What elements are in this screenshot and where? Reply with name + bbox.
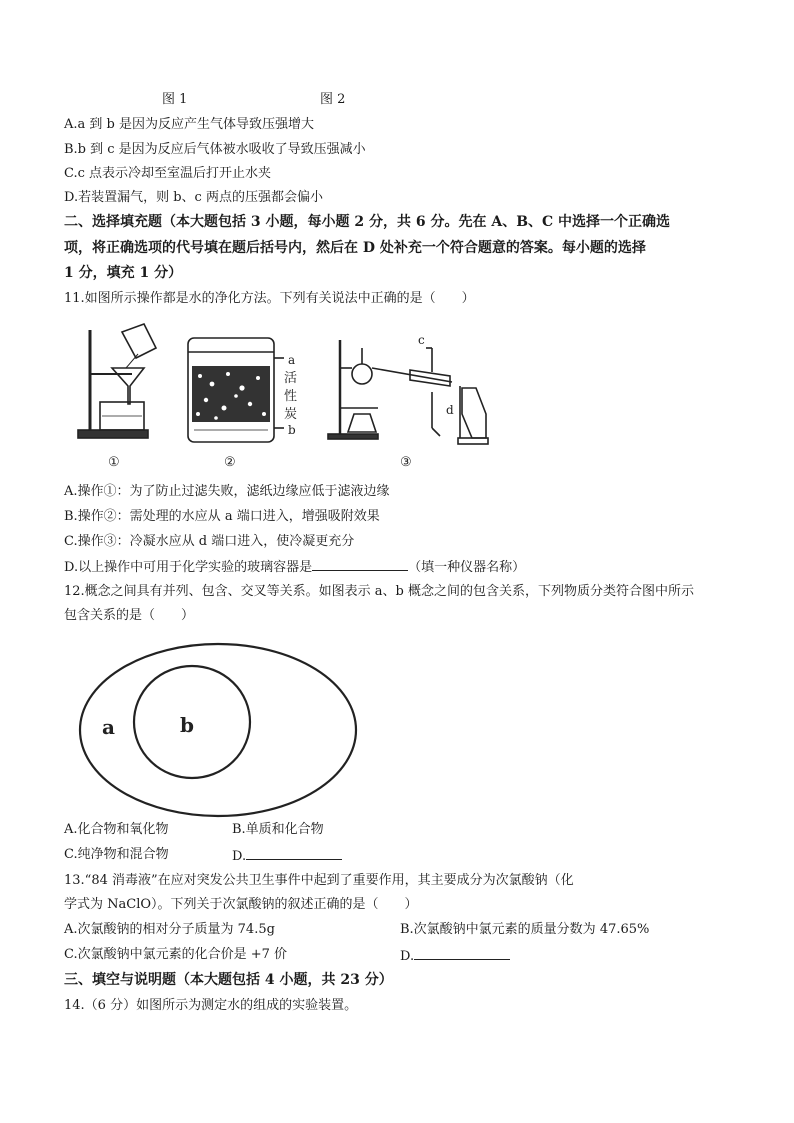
q13-option-d (400, 945, 510, 967)
q13-option-c: C.次氯酸钠中氯元素的化合价是 +7 价 (64, 947, 288, 962)
port-b-label: b (288, 423, 296, 437)
venn-label-b: b (180, 713, 194, 737)
venn-label-a: a (102, 715, 115, 739)
q11-option-a: A.操作①：为了防止过滤失败，滤纸边缘应低于滤液边缘 (64, 484, 390, 499)
q11-option-c: C.操作③：冷凝水应从 d 端口进入，使冷凝更充分 (64, 534, 355, 549)
q10-option-c: C.c 点表示冷却至室温后打开止水夹 (64, 166, 272, 181)
figure-1-label: 图 1 (162, 92, 188, 107)
q12-venn-diagram (70, 640, 370, 820)
q12-answer-blank[interactable] (246, 845, 342, 860)
apparatus-3-number: ③ (400, 455, 412, 470)
filtration-apparatus (78, 324, 156, 438)
q10-option-a: A.a 到 b 是因为反应产生气体导致压强增大 (64, 117, 314, 132)
port-c-label: c (418, 333, 425, 347)
q12-option-c: C.纯净物和混合物 (64, 847, 169, 862)
q11-stem: 11.如图所示操作都是水的净化方法。下列有关说法中正确的是（ ） (64, 291, 475, 306)
q11-option-d-hint: （填一种仪器名称） (408, 560, 526, 575)
apparatus-1-number: ① (108, 455, 120, 470)
q12-option-a: A.化合物和氧化物 (64, 822, 169, 837)
q14-stem: 14.（6 分）如图所示为测定水的组成的实验装置。 (64, 998, 358, 1013)
distillation-apparatus (328, 340, 488, 444)
q10-option-d: D.若装置漏气，则 b、c 两点的压强都会偏小 (64, 190, 323, 205)
figure-2-label: 图 2 (320, 92, 346, 107)
q12-stem-line1: 12.概念之间具有并列、包含、交叉等关系。如图表示 a、b 概念之间的包含关系，下列物质分类符合图中所示 (64, 584, 695, 599)
q12-stem-line2: 包含关系的是（ ） (64, 608, 195, 623)
q13-option-d-label: D. (400, 949, 415, 964)
q13-option-b: B.次氯酸钠中氯元素的质量分数为 47.65% (400, 922, 650, 937)
carbon-label-1: 活 (284, 371, 298, 386)
q11-answer-blank[interactable] (312, 556, 408, 571)
port-a-label: a (288, 353, 296, 367)
outer-circle-a (80, 644, 356, 816)
q11-option-d-text: D.以上操作中可用于化学实验的玻璃容器是 (64, 560, 313, 575)
carbon-column-apparatus (188, 338, 284, 442)
q12-option-b: B.单质和化合物 (232, 822, 324, 837)
port-d-label: d (446, 403, 454, 417)
carbon-label-3: 炭 (284, 407, 298, 422)
section2-heading-line2: 项，将正确选项的代号填在题后括号内，然后在 D 处补充一个符合题意的答案。每小题的选择 (64, 240, 646, 256)
section2-heading-line3: 1 分，填充 1 分） (64, 265, 183, 281)
carbon-label-2: 性 (284, 389, 298, 404)
q13-option-a: A.次氯酸钠的相对分子质量为 74.5g (64, 922, 275, 937)
section2-heading-line1: 二、选择填充题（本大题包括 3 小题，每小题 2 分，共 6 分。先在 A、B、C 中选择一个正确选 (64, 214, 671, 230)
q12-option-d (232, 845, 342, 867)
section3-heading: 三、填空与说明题（本大题包括 4 小题，共 23 分） (64, 972, 393, 988)
q13-stem-line2: 学式为 NaClO）。下列关于次氯酸钠的叙述正确的是（ ） (64, 897, 418, 912)
q11-option-d (64, 556, 525, 578)
q13-answer-blank[interactable] (414, 945, 510, 960)
q10-option-b: B.b 到 c 是因为反应后气体被水吸收了导致压强减小 (64, 142, 366, 157)
q12-option-d-label: D. (232, 849, 247, 864)
apparatus-2-number: ② (224, 455, 236, 470)
q13-stem-line1: 13.“84 消毒液”在应对突发公共卫生事件中起到了重要作用，其主要成分为次氯酸钠（化 (64, 873, 574, 888)
q11-option-b: B.操作②：需处理的水应从 a 端口进入，增强吸附效果 (64, 509, 380, 524)
q11-apparatus-figure (60, 318, 500, 476)
